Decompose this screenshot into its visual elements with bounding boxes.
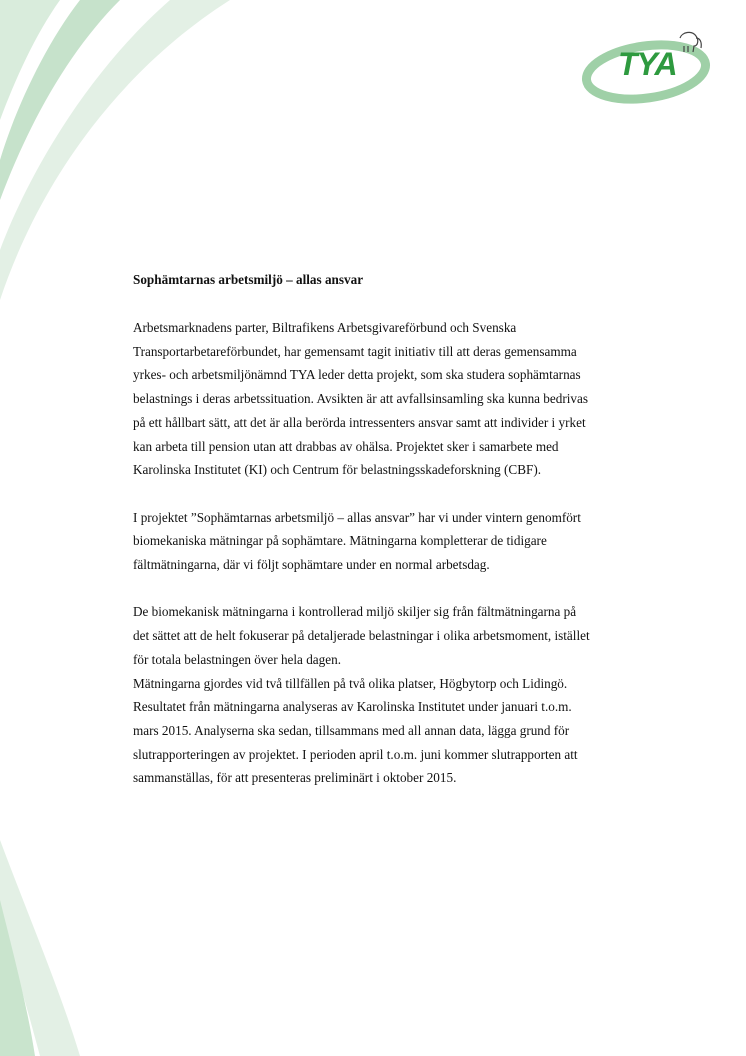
text-line: på ett hållbart sätt, att det är alla berörda intressenters ansvar samt att individer i yrket xyxy=(133,414,586,430)
text-line: Resultatet från mätningarna analyseras av Karolinska Institutet under januari t.o.m. xyxy=(133,699,572,715)
paragraph-project xyxy=(133,506,633,577)
text-line: biomekaniska mätningar på sophämtare. Mätningarna kompletterar de tidigare xyxy=(133,533,547,549)
text-line: fältmätningarna, där vi följt sophämtare under en normal arbetsdag. xyxy=(133,557,490,573)
paragraph-measurements xyxy=(133,672,633,791)
paragraph-biomechanics xyxy=(133,600,633,671)
text-line: det sättet att de helt fokuserar på detaljerade belastningar i olika arbetsmoment, istället xyxy=(133,628,590,644)
paragraph-intro xyxy=(133,316,633,482)
text-line: för totala belastningen över hela dagen. xyxy=(133,651,341,667)
text-line: sammanställas, för att presenteras preliminärt i oktober 2015. xyxy=(133,770,457,786)
text-line: kan arbeta till pension utan att drabbas av ohälsa. Projektet sker i samarbete med xyxy=(133,438,559,454)
top-swoosh-light xyxy=(0,0,230,300)
text-line: yrkes- och arbetsmiljönämnd TYA leder detta projekt, som ska studera sophämtarnas xyxy=(133,367,581,383)
document-title: Sophämtarnas arbetsmiljö – allas ansvar xyxy=(133,272,364,287)
text-line: I projektet ”Sophämtarnas arbetsmiljö – allas ansvar” har vi under vintern genomfört xyxy=(133,509,581,525)
text-line: mars 2015. Analyserna ska sedan, tillsammans med all annan data, lägga grund för xyxy=(133,722,570,738)
text-line: Transportarbetareförbundet, har gemensamt tagit initiativ till att deras gemensamma xyxy=(133,343,577,359)
text-line: Arbetsmarknadens parter, Biltrafikens Arbetsgivareförbund och Svenska xyxy=(133,320,517,335)
text-line: belastnings i deras arbetssituation. Avsikten är att avfallsinsamling ska kunna bedrivas xyxy=(133,391,588,407)
document-body xyxy=(133,268,633,814)
text-line: De biomekanisk mätningarna i kontrollerad miljö skiljer sig från fältmätningarna på xyxy=(133,604,577,620)
tya-logo-text: TYA xyxy=(618,46,677,82)
text-line: Mätningarna gjordes vid två tillfällen på två olika platser, Högbytorp och Lidingö. xyxy=(133,675,568,691)
text-line: Karolinska Institutet (KI) och Centrum för belastningsskadeforskning (CBF). xyxy=(133,462,542,478)
text-line: slutrapporteringen av projektet. I perioden april t.o.m. juni kommer slutrapporten att xyxy=(133,746,578,762)
